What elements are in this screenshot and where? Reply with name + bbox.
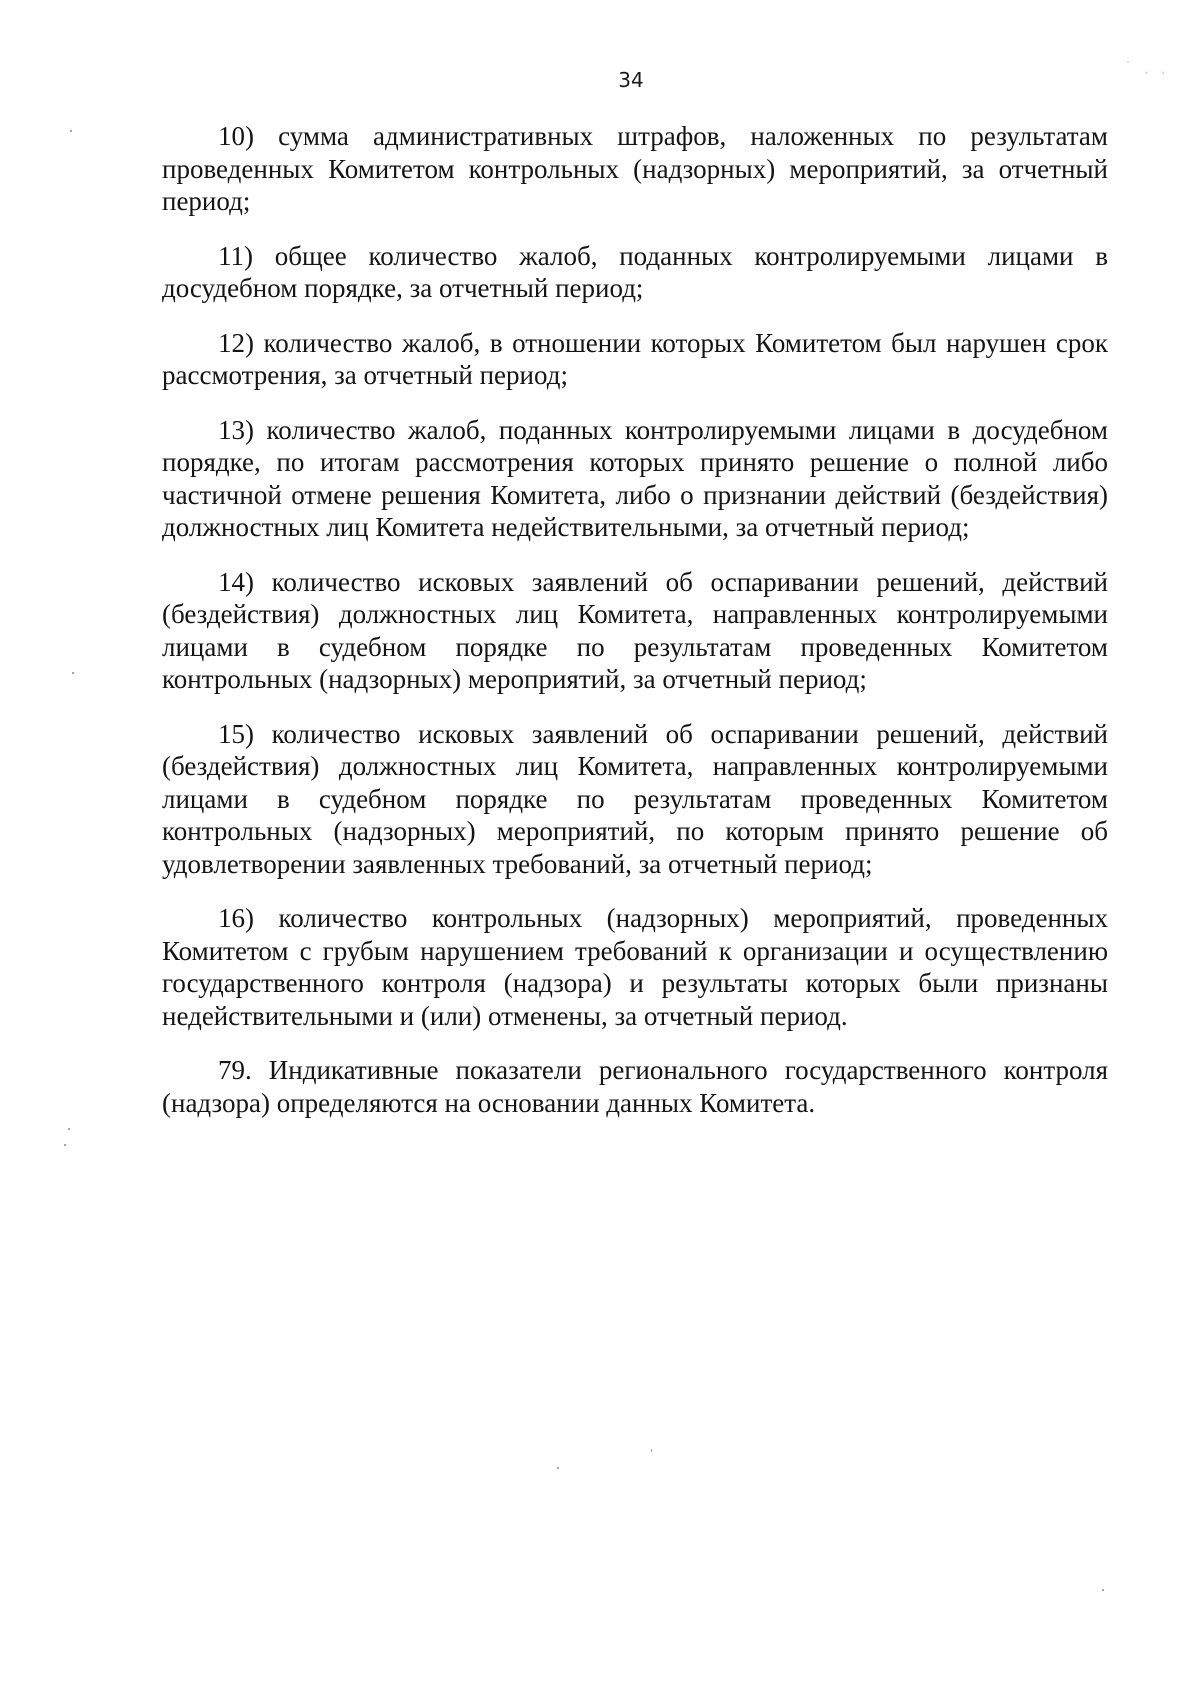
paragraph-14: 14) количество исковых заявлений об оспаривании решений, действий (бездействия) должностных лиц Комитета, направленных контролируемыми лицами в судебном порядке по результатам проведенных Комитетом контрольных (надзорных) мероприятий, за отчетный период;: [162, 566, 1108, 694]
paragraph-15: 15) количество исковых заявлений об оспаривании решений, действий (бездействия) должностных лиц Комитета, направленных контролируемыми лицами в судебном порядке по результатам проведенных Комитетом контрольных (надзорных) мероприятий, по которым принято решение об удовлетворении заявленных требований, за отчетный период;: [162, 718, 1108, 879]
paragraph-79: 79. Индикативные показатели регионального государственного контроля (надзора) определяются на основании данных Комитета.: [162, 1055, 1108, 1118]
scan-speck: [64, 1144, 66, 1146]
paragraph-13: 13) количество жалоб, поданных контролируемыми лицами в досудебном порядке, по итогам рассмотрения которых принято решение о полной либо частичной отмене решения Комитета, либо о признании действий (бездействия) должностных лиц Комитета недействительными, за отчетный период;: [162, 414, 1108, 542]
scan-mark: ˙ ˏ ˎ: [1125, 60, 1171, 74]
scan-speck: [557, 1467, 559, 1469]
page-number: 34: [618, 68, 644, 92]
paragraph-11: 11) общее количество жалоб, поданных контролируемыми лицами в досудебном порядке, за отчетный период;: [162, 240, 1108, 303]
scan-speck: [72, 672, 74, 674]
paragraph-10: 10) сумма административных штрафов, наложенных по результатам проведенных Комитетом контрольных (надзорных) мероприятий, за отчетный период;: [162, 121, 1108, 216]
scan-speck: [1102, 1589, 1104, 1591]
paragraph-12: 12) количество жалоб, в отношении которых Комитетом был нарушен срок рассмотрения, за отчетный период;: [162, 327, 1108, 390]
scan-speck: [68, 1128, 70, 1130]
paragraph-16: 16) количество контрольных (надзорных) мероприятий, проведенных Комитетом с грубым нарушением требований к организации и осуществлению государственного контроля (надзора) и результаты которых были признаны недействительными и (или) отменены, за отчетный период.: [162, 903, 1108, 1031]
scan-speck: [651, 1449, 652, 1452]
document-body: [162, 120, 1108, 1141]
scan-speck: [70, 130, 72, 132]
